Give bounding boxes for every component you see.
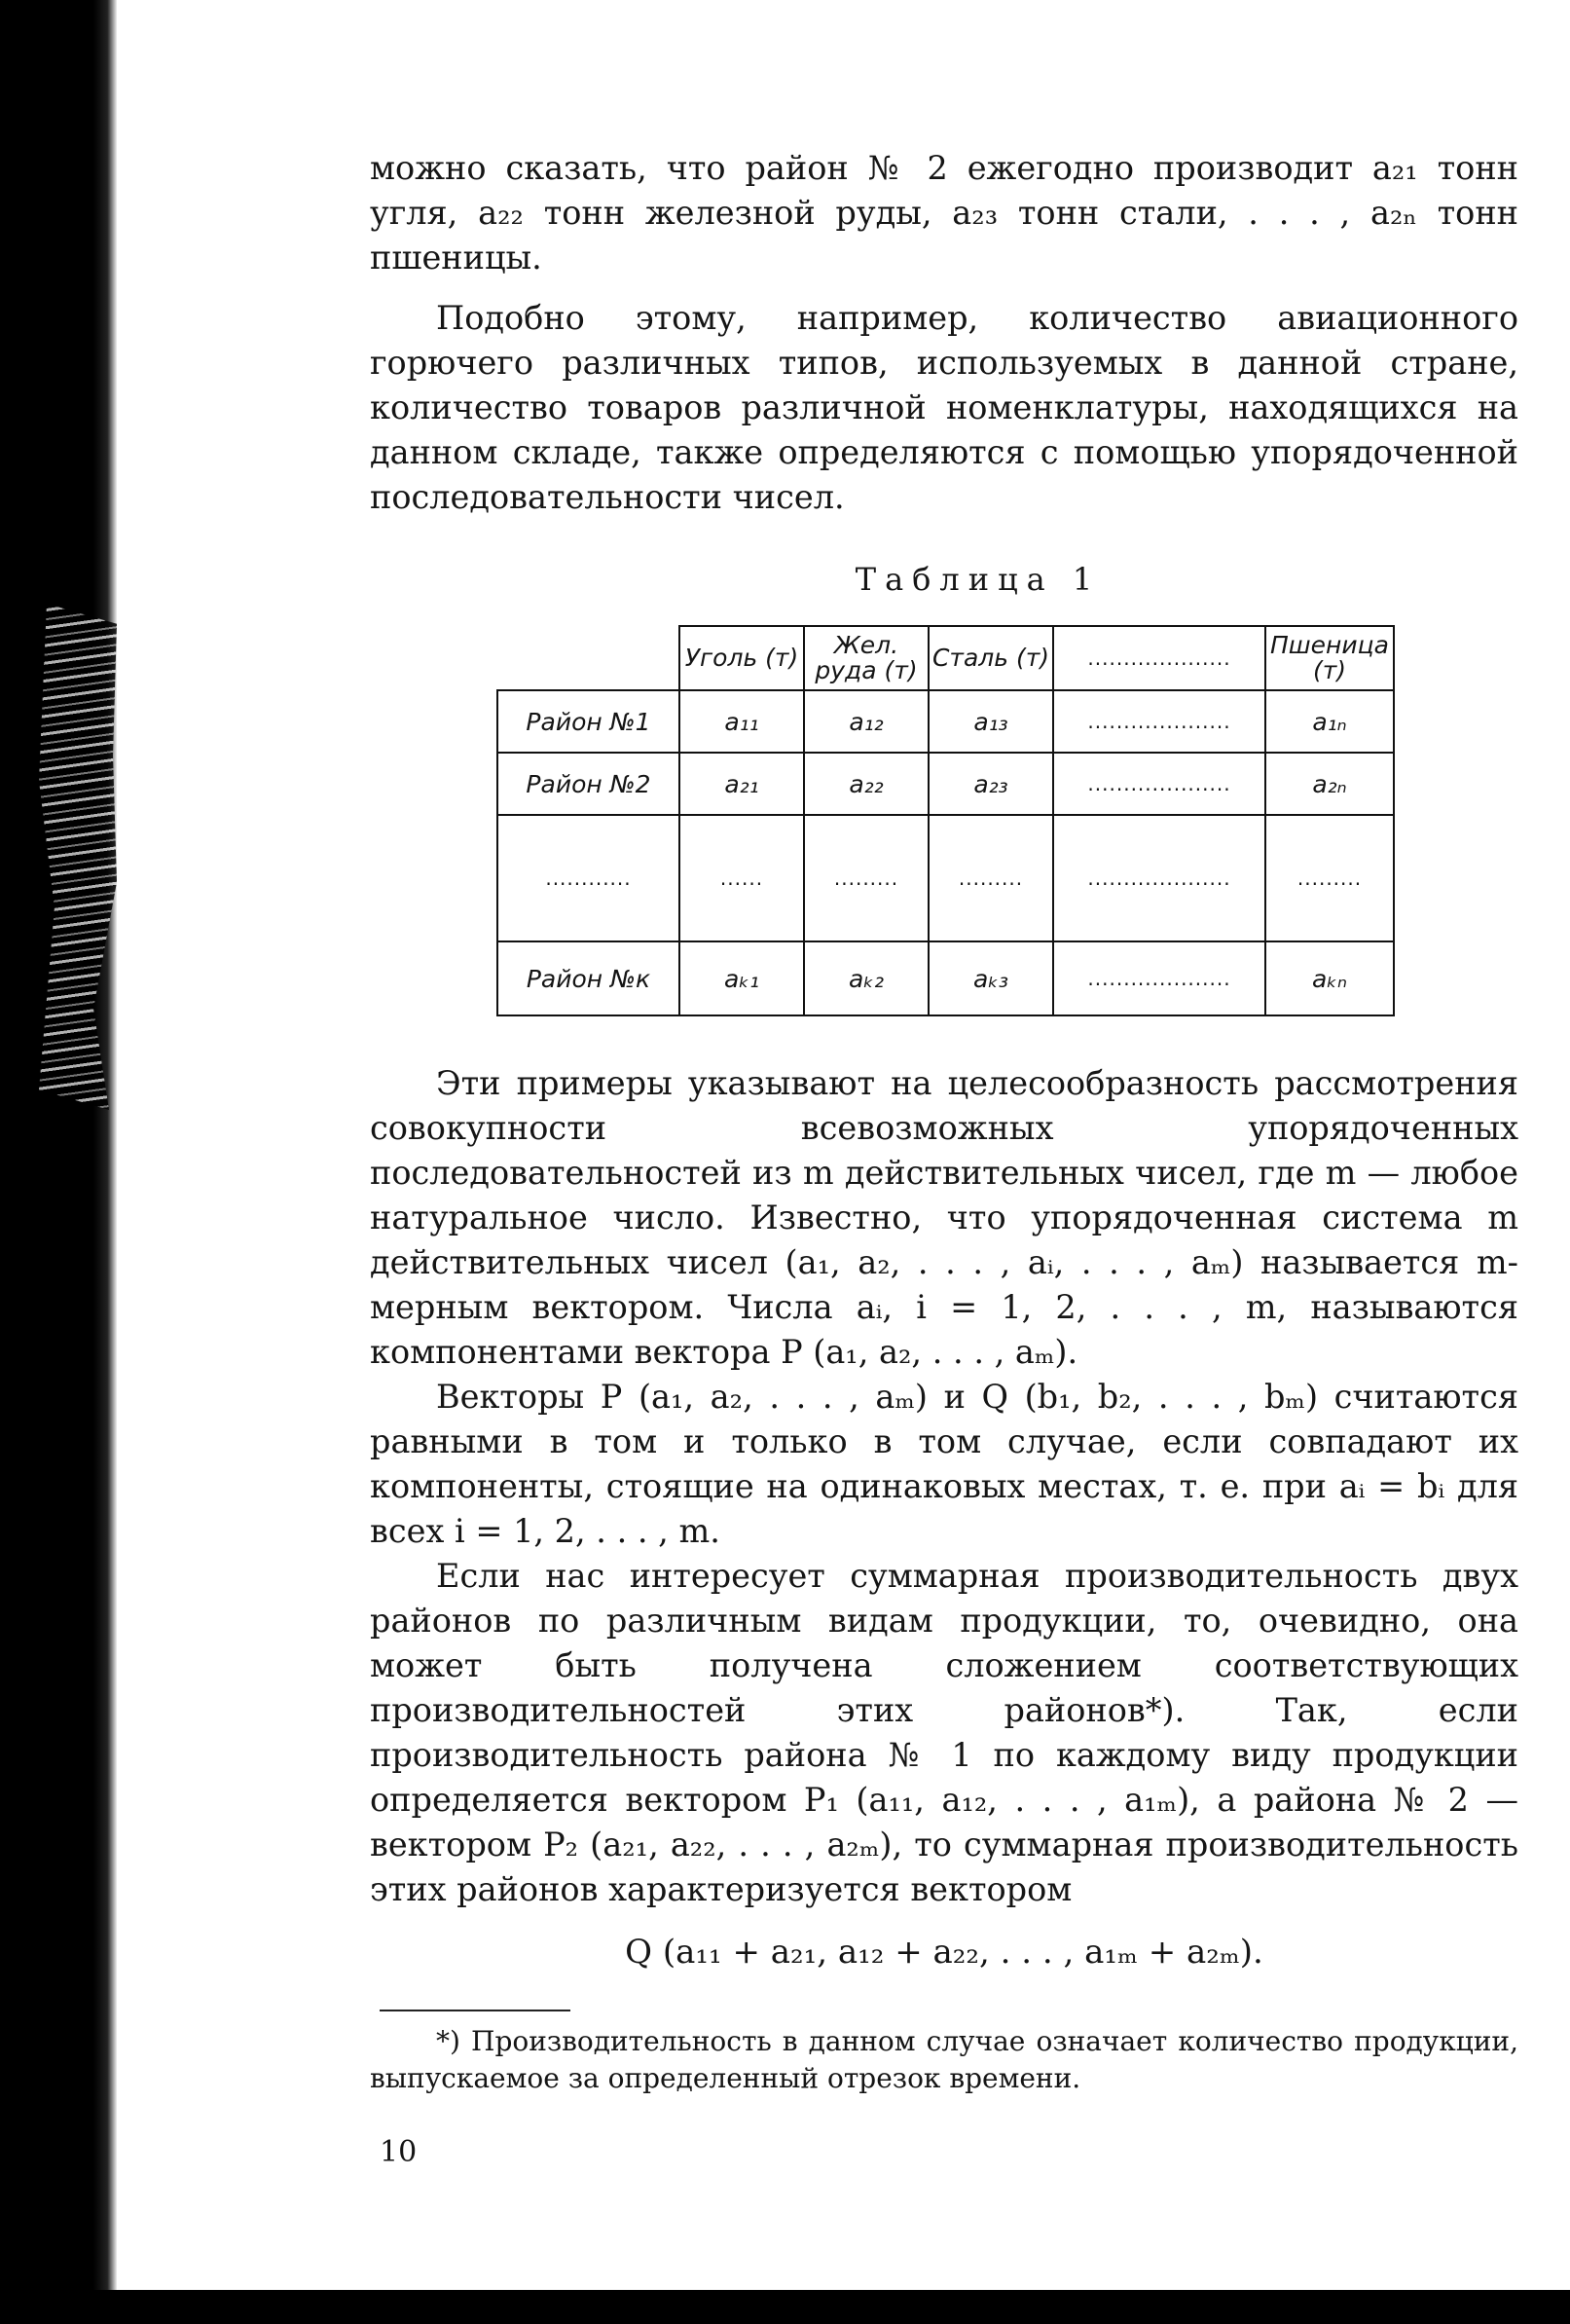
page-number: 10 — [380, 2135, 418, 2169]
table-cell: a₁ₙ — [1265, 690, 1394, 753]
table-cell: ...... — [679, 815, 804, 941]
table-cell: .................... — [1053, 941, 1265, 1015]
table-cell: a₁₁ — [679, 690, 804, 753]
table-cell: ......... — [1265, 815, 1394, 941]
table-row — [497, 941, 1394, 1015]
footnote-divider — [380, 2010, 570, 2011]
table-cell: a₂ₙ — [1265, 753, 1394, 815]
table-cell: .................... — [1053, 690, 1265, 753]
table-header-cell: Сталь (т) — [929, 626, 1053, 690]
paragraph-5: Если нас интересует суммарная производительность двух районов по различным видам продукции, то, очевидно, она может быть получена сложением соответствующих производительностей этих районов*). Так, если производительность района № 1 по каждому виду продукции определяется вектором P₁ (a₁₁, a₁₂, . . . , a₁ₘ), а района № 2 — вектором P₂ (a₂₁, a₂₂, . . . , a₂ₘ), то суммарная производительность этих районов характеризуется вектором — [370, 1557, 1518, 1908]
table-cell: aₖ₁ — [679, 941, 804, 1015]
table-cell: a₁₂ — [804, 690, 929, 753]
paragraph-4: Векторы P (a₁, a₂, . . . , aₘ) и Q (b₁, b₂, . . . , bₘ) считаются равными в том и только в том случае, если совпадают их компоненты, стоящие на одинаковых местах, т. е. при aᵢ = bᵢ для всех i = 1, 2, . . . , m. — [370, 1378, 1518, 1550]
paragraph-2: Подобно этому, например, количество авиационного горючего различных типов, используемых в данной стране, количество товаров различной номенклатуры, находящихся на данном складе, также определяются с помощью упорядоченной последовательности чисел. — [370, 299, 1518, 516]
table-cell: aₖₙ — [1265, 941, 1394, 1015]
table-header-cell: Жел. руда (т) — [804, 626, 929, 690]
table-header-row — [497, 626, 1394, 690]
table-row — [497, 753, 1394, 815]
paragraph-3: Эти примеры указывают на целесообразность рассмотрения совокупности всевозможных упорядоченных последовательностей из m действительных чисел, где m — любое натуральное число. Известно, что упорядоченная система m действительных чисел (a₁, a₂, . . . , aᵢ, . . . , aₘ) называется m-мерным вектором. Числа aᵢ, i = 1, 2, . . . , m, называются компонентами вектора P (a₁, a₂, . . . , aₘ). — [370, 1064, 1518, 1371]
table-row-label: Район №1 — [497, 690, 679, 753]
table-header-cell: Пшеница (т) — [1265, 626, 1394, 690]
table-cell: a₁₃ — [929, 690, 1053, 753]
table-cell: aₖ₂ — [804, 941, 929, 1015]
table-header-cell: .................... — [1053, 626, 1265, 690]
page-body — [370, 146, 1518, 2175]
paragraph-1: можно сказать, что район № 2 ежегодно производит a₂₁ тонн угля, a₂₂ тонн железной руды, a₂₃ тонн стали, . . . , a₂ₙ тонн пшеницы. — [370, 149, 1518, 277]
sum-vector-equation: Q (a₁₁ + a₂₁, a₁₂ + a₂₂, . . . , a₁ₘ + a₂ₘ). — [625, 1933, 1263, 1972]
table-cell: a₂₁ — [679, 753, 804, 815]
book-spine-shadow — [0, 0, 117, 2324]
production-table — [496, 625, 1395, 1016]
table-row — [497, 690, 1394, 753]
table-row-label: ............ — [497, 815, 679, 941]
table-cell: a₂₂ — [804, 753, 929, 815]
table-cell: .................... — [1053, 815, 1265, 941]
scan-bottom-border — [0, 2290, 1570, 2324]
table-cell: ......... — [804, 815, 929, 941]
table-cell: ......... — [929, 815, 1053, 941]
table-cell: aₖ₃ — [929, 941, 1053, 1015]
table-corner-cell — [497, 626, 679, 690]
table-title: Таблица 1 — [855, 561, 1102, 598]
table-row-label: Район №к — [497, 941, 679, 1015]
table-cell: .................... — [1053, 753, 1265, 815]
table-header-cell: Уголь (т) — [679, 626, 804, 690]
table-row — [497, 815, 1394, 941]
table-row-label: Район №2 — [497, 753, 679, 815]
footnote: *) Производительность в данном случае означает количество продукции, выпускаемое за определенный отрезок времени. — [370, 2025, 1518, 2094]
table-cell: a₂₃ — [929, 753, 1053, 815]
